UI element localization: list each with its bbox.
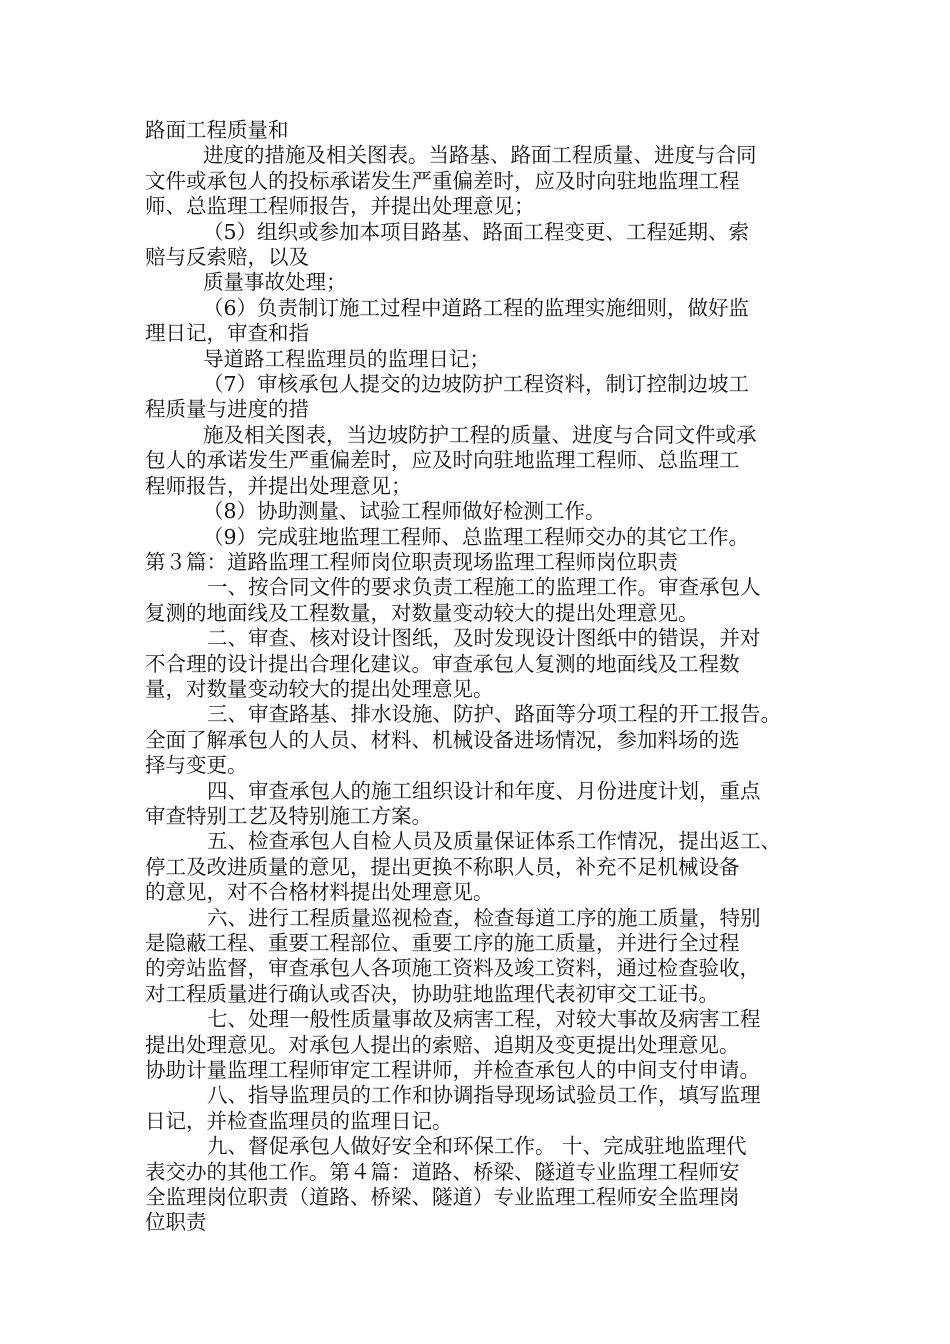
- text-line: 程师报告，并提出处理意见；: [145, 473, 412, 498]
- text-line: 日记，并检查监理员的监理日记。: [145, 1108, 453, 1133]
- text-line: 复测的地面线及工程数量，对数量变动较大的提出处理意见。: [145, 600, 699, 625]
- text-line: 全面了解承包人的人员、材料、机械设备进场情况，参加料场的选: [145, 727, 740, 752]
- text-line: 一、按合同文件的要求负责工程施工的监理工作。审查承包人: [207, 575, 761, 600]
- document-body: [145, 118, 805, 1236]
- text-line: 进度的措施及相关图表。当路基、路面工程质量、进度与合同: [203, 143, 757, 168]
- text-line: （9）完成驻地监理工程师、总监理工程师交办的其它工作。: [203, 524, 750, 549]
- text-line: 质量事故处理；: [203, 270, 347, 295]
- text-line: 审查特别工艺及特别施工方案。: [145, 803, 432, 828]
- text-line: 停工及改进质量的意见，提出更换不称职人员，补充不足机械设备: [145, 854, 740, 879]
- text-line: 择与变更。: [145, 753, 248, 778]
- text-line: 的意见，对不合格材料提出处理意见。: [145, 880, 494, 905]
- text-line: 导道路工程监理员的监理日记；: [203, 346, 490, 371]
- text-line: 提出处理意见。对承包人提出的索赔、追期及变更提出处理意见。: [145, 1032, 740, 1057]
- text-line: 程质量与进度的措: [145, 397, 309, 422]
- text-line: 五、检查承包人自检人员及质量保证体系工作情况，提出返工、: [207, 829, 781, 854]
- text-line: 包人的承诺发生严重偏差时，应及时向驻地监理工程师、总监理工: [145, 448, 740, 473]
- text-line: 是隐蔽工程、重要工程部位、重要工序的施工质量，并进行全过程: [145, 931, 740, 955]
- text-line: 二、审查、核对设计图纸，及时发现设计图纸中的错误，并对: [207, 626, 761, 651]
- text-line: 七、处理一般性质量事故及病害工程，对较大事故及病害工程: [207, 1007, 761, 1032]
- text-line: 协助计量监理工程师审定工程讲师，并检查承包人的中间支付申请。: [145, 1058, 760, 1083]
- text-line: 理日记，审查和指: [145, 321, 309, 346]
- text-line: 九、督促承包人做好安全和环保工作。 十、完成驻地监理代: [207, 1134, 747, 1159]
- text-line: 路面工程质量和: [145, 118, 289, 142]
- text-line: 的旁站监督，审查承包人各项施工资料及竣工资料，通过检查验收，: [145, 956, 760, 981]
- text-line: 位职责: [145, 1210, 207, 1235]
- text-line: 全监理岗位职责（道路、桥梁、隧道）专业监理工程师安全监理岗: [145, 1185, 740, 1210]
- text-line: 三、审查路基、排水设施、防护、路面等分项工程的开工报告。: [207, 702, 781, 727]
- text-line: 施及相关图表，当边坡防护工程的质量、进度与合同文件或承: [203, 422, 757, 447]
- text-line: 赔与反索赔，以及: [145, 245, 309, 270]
- text-line: 师、总监理工程师报告，并提出处理意见；: [145, 194, 535, 219]
- text-line: 八、指导监理员的工作和协调指导现场试验员工作，填写监理: [207, 1083, 761, 1108]
- section-heading: 第３篇：道路监理工程师岗位职责现场监理工程师岗位职责: [145, 549, 678, 574]
- text-line: 文件或承包人的投标承诺发生严重偏差时，应及时向驻地监理工程: [145, 168, 740, 193]
- text-line: 不合理的设计提出合理化建议。审查承包人复测的地面线及工程数: [145, 651, 740, 676]
- text-line: （7）审核承包人提交的边坡防护工程资料，制订控制边坡工: [203, 372, 750, 397]
- text-line: （8）协助测量、试验工程师做好检测工作。: [203, 499, 606, 524]
- text-line: （6）负责制订施工过程中道路工程的监理实施细则，做好监: [203, 295, 750, 320]
- text-line: （5）组织或参加本项目路基、路面工程变更、工程延期、索: [203, 219, 750, 244]
- text-line: 量，对数量变动较大的提出处理意见。: [145, 676, 494, 701]
- text-line: 对工程质量进行确认或否决，协助驻地监理代表初审交工证书。: [145, 981, 719, 1006]
- text-line: 四、审查承包人的施工组织设计和年度、月份进度计划，重点: [207, 778, 761, 803]
- text-line: 六、进行工程质量巡视检查，检查每道工序的施工质量，特别: [207, 905, 761, 930]
- text-line: 表交办的其他工作。第４篇：道路、桥梁、隧道专业监理工程师安: [145, 1159, 740, 1184]
